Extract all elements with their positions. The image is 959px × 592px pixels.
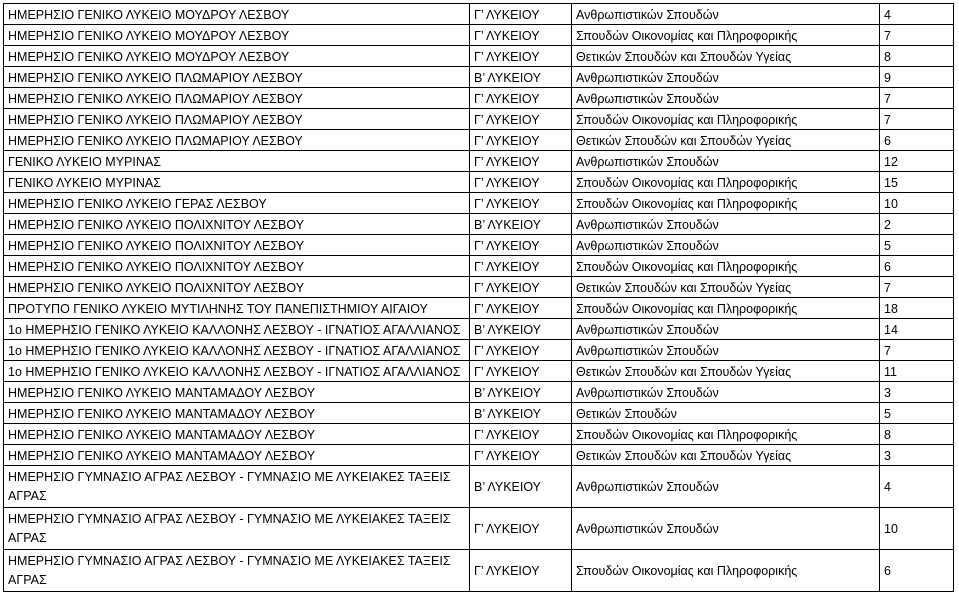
table-row <box>4 46 954 67</box>
track-cell: Σπουδών Οικονομίας και Πληροφορικής <box>572 193 880 214</box>
track-cell: Σπουδών Οικονομίας και Πληροφορικής <box>572 424 880 445</box>
count-cell: 10 <box>880 193 954 214</box>
class-cell: Β’ ΛΥΚΕΙΟΥ <box>470 214 572 235</box>
table-row <box>4 151 954 172</box>
count-cell: 3 <box>880 445 954 466</box>
track-cell: Θετικών Σπουδών και Σπουδών Υγείας <box>572 361 880 382</box>
count-cell: 7 <box>880 340 954 361</box>
school-cell: ΗΜΕΡΗΣΙΟ ΓΕΝΙΚΟ ΛΥΚΕΙΟ ΠΛΩΜΑΡΙΟΥ ΛΕΣΒΟΥ <box>4 130 470 151</box>
track-cell: Σπουδών Οικονομίας και Πληροφορικής <box>572 172 880 193</box>
count-cell: 11 <box>880 361 954 382</box>
school-cell: ΗΜΕΡΗΣΙΟ ΓΕΝΙΚΟ ΛΥΚΕΙΟ ΠΟΛΙΧΝΙΤΟΥ ΛΕΣΒΟΥ <box>4 277 470 298</box>
class-cell: Γ’ ΛΥΚΕΙΟΥ <box>470 424 572 445</box>
track-cell: Σπουδών Οικονομίας και Πληροφορικής <box>572 109 880 130</box>
track-cell: Θετικών Σπουδών και Σπουδών Υγείας <box>572 130 880 151</box>
class-cell: Γ’ ΛΥΚΕΙΟΥ <box>470 109 572 130</box>
school-cell: ΗΜΕΡΗΣΙΟ ΓΕΝΙΚΟ ΛΥΚΕΙΟ ΜΟΥΔΡΟΥ ΛΕΣΒΟΥ <box>4 4 470 25</box>
count-cell: 4 <box>880 466 954 508</box>
class-cell: Γ’ ΛΥΚΕΙΟΥ <box>470 445 572 466</box>
schools-table <box>3 3 954 592</box>
count-cell: 7 <box>880 88 954 109</box>
track-cell: Ανθρωπιστικών Σπουδών <box>572 382 880 403</box>
track-cell: Ανθρωπιστικών Σπουδών <box>572 235 880 256</box>
school-cell: ΗΜΕΡΗΣΙΟ ΓΥΜΝΑΣΙΟ ΑΓΡΑΣ ΛΕΣΒΟΥ - ΓΥΜΝΑΣΙΟ ΜΕ ΛΥΚΕΙΑΚΕΣ ΤΑΞΕΙΣ ΑΓΡΑΣ <box>4 466 470 508</box>
class-cell: Β’ ΛΥΚΕΙΟΥ <box>470 382 572 403</box>
class-cell: Γ’ ΛΥΚΕΙΟΥ <box>470 298 572 319</box>
class-cell: Γ’ ΛΥΚΕΙΟΥ <box>470 193 572 214</box>
count-cell: 18 <box>880 298 954 319</box>
count-cell: 7 <box>880 109 954 130</box>
class-cell: Γ’ ΛΥΚΕΙΟΥ <box>470 130 572 151</box>
class-cell: Β’ ΛΥΚΕΙΟΥ <box>470 319 572 340</box>
school-cell: ΗΜΕΡΗΣΙΟ ΓΕΝΙΚΟ ΛΥΚΕΙΟ ΜΟΥΔΡΟΥ ΛΕΣΒΟΥ <box>4 25 470 46</box>
table-row <box>4 88 954 109</box>
count-cell: 5 <box>880 403 954 424</box>
class-cell: Γ’ ΛΥΚΕΙΟΥ <box>470 277 572 298</box>
class-cell: Γ’ ΛΥΚΕΙΟΥ <box>470 88 572 109</box>
table-row <box>4 172 954 193</box>
school-cell: ΓΕΝΙΚΟ ΛΥΚΕΙΟ ΜΥΡΙΝΑΣ <box>4 172 470 193</box>
class-cell: Γ’ ΛΥΚΕΙΟΥ <box>470 25 572 46</box>
school-cell: ΗΜΕΡΗΣΙΟ ΓΕΝΙΚΟ ΛΥΚΕΙΟ ΓΕΡΑΣ ΛΕΣΒΟΥ <box>4 193 470 214</box>
track-cell: Ανθρωπιστικών Σπουδών <box>572 67 880 88</box>
class-cell: Β’ ΛΥΚΕΙΟΥ <box>470 67 572 88</box>
track-cell: Ανθρωπιστικών Σπουδών <box>572 508 880 550</box>
school-cell: ΗΜΕΡΗΣΙΟ ΓΕΝΙΚΟ ΛΥΚΕΙΟ ΠΟΛΙΧΝΙΤΟΥ ΛΕΣΒΟΥ <box>4 256 470 277</box>
class-cell: Β’ ΛΥΚΕΙΟΥ <box>470 466 572 508</box>
track-cell: Θετικών Σπουδών και Σπουδών Υγείας <box>572 46 880 67</box>
count-cell: 6 <box>880 130 954 151</box>
count-cell: 12 <box>880 151 954 172</box>
table-row <box>4 340 954 361</box>
table-row <box>4 4 954 25</box>
table-row <box>4 25 954 46</box>
table-row <box>4 319 954 340</box>
table-row <box>4 424 954 445</box>
school-cell: ΗΜΕΡΗΣΙΟ ΓΕΝΙΚΟ ΛΥΚΕΙΟ ΜΑΝΤΑΜΑΔΟΥ ΛΕΣΒΟΥ <box>4 403 470 424</box>
count-cell: 6 <box>880 550 954 592</box>
class-cell: Γ’ ΛΥΚΕΙΟΥ <box>470 151 572 172</box>
class-cell: Γ’ ΛΥΚΕΙΟΥ <box>470 235 572 256</box>
table-body <box>4 4 954 592</box>
track-cell: Θετικών Σπουδών και Σπουδών Υγείας <box>572 277 880 298</box>
school-cell: ΓΕΝΙΚΟ ΛΥΚΕΙΟ ΜΥΡΙΝΑΣ <box>4 151 470 172</box>
school-cell: ΗΜΕΡΗΣΙΟ ΓΥΜΝΑΣΙΟ ΑΓΡΑΣ ΛΕΣΒΟΥ - ΓΥΜΝΑΣΙΟ ΜΕ ΛΥΚΕΙΑΚΕΣ ΤΑΞΕΙΣ ΑΓΡΑΣ <box>4 508 470 550</box>
count-cell: 15 <box>880 172 954 193</box>
table-row <box>4 67 954 88</box>
class-cell: Γ’ ΛΥΚΕΙΟΥ <box>470 46 572 67</box>
class-cell: Γ’ ΛΥΚΕΙΟΥ <box>470 550 572 592</box>
class-cell: Γ’ ΛΥΚΕΙΟΥ <box>470 172 572 193</box>
track-cell: Σπουδών Οικονομίας και Πληροφορικής <box>572 25 880 46</box>
table-row <box>4 550 954 592</box>
track-cell: Ανθρωπιστικών Σπουδών <box>572 151 880 172</box>
track-cell: Σπουδών Οικονομίας και Πληροφορικής <box>572 550 880 592</box>
table-row <box>4 214 954 235</box>
school-cell: ΗΜΕΡΗΣΙΟ ΓΕΝΙΚΟ ΛΥΚΕΙΟ ΠΟΛΙΧΝΙΤΟΥ ΛΕΣΒΟΥ <box>4 214 470 235</box>
count-cell: 8 <box>880 424 954 445</box>
school-cell: ΗΜΕΡΗΣΙΟ ΓΕΝΙΚΟ ΛΥΚΕΙΟ ΜΑΝΤΑΜΑΔΟΥ ΛΕΣΒΟΥ <box>4 382 470 403</box>
class-cell: Γ’ ΛΥΚΕΙΟΥ <box>470 508 572 550</box>
class-cell: Γ’ ΛΥΚΕΙΟΥ <box>470 256 572 277</box>
school-cell: ΠΡΟΤΥΠΟ ΓΕΝΙΚΟ ΛΥΚΕΙΟ ΜΥΤΙΛΗΝΗΣ ΤΟΥ ΠΑΝΕΠΙΣΤΗΜΙΟΥ ΑΙΓΑΙΟΥ <box>4 298 470 319</box>
count-cell: 9 <box>880 67 954 88</box>
school-cell: 1ο ΗΜΕΡΗΣΙΟ ΓΕΝΙΚΟ ΛΥΚΕΙΟ ΚΑΛΛΟΝΗΣ ΛΕΣΒΟΥ - ΙΓΝΑΤΙΟΣ ΑΓΑΛΛΙΑΝΟΣ <box>4 319 470 340</box>
class-cell: Γ’ ΛΥΚΕΙΟΥ <box>470 4 572 25</box>
count-cell: 2 <box>880 214 954 235</box>
count-cell: 14 <box>880 319 954 340</box>
school-cell: ΗΜΕΡΗΣΙΟ ΓΕΝΙΚΟ ΛΥΚΕΙΟ ΠΛΩΜΑΡΙΟΥ ΛΕΣΒΟΥ <box>4 88 470 109</box>
track-cell: Θετικών Σπουδών <box>572 403 880 424</box>
track-cell: Ανθρωπιστικών Σπουδών <box>572 319 880 340</box>
track-cell: Θετικών Σπουδών και Σπουδών Υγείας <box>572 445 880 466</box>
school-cell: ΗΜΕΡΗΣΙΟ ΓΥΜΝΑΣΙΟ ΑΓΡΑΣ ΛΕΣΒΟΥ - ΓΥΜΝΑΣΙΟ ΜΕ ΛΥΚΕΙΑΚΕΣ ΤΑΞΕΙΣ ΑΓΡΑΣ <box>4 550 470 592</box>
count-cell: 6 <box>880 256 954 277</box>
school-cell: ΗΜΕΡΗΣΙΟ ΓΕΝΙΚΟ ΛΥΚΕΙΟ ΠΟΛΙΧΝΙΤΟΥ ΛΕΣΒΟΥ <box>4 235 470 256</box>
track-cell: Σπουδών Οικονομίας και Πληροφορικής <box>572 256 880 277</box>
count-cell: 3 <box>880 382 954 403</box>
school-cell: 1ο ΗΜΕΡΗΣΙΟ ΓΕΝΙΚΟ ΛΥΚΕΙΟ ΚΑΛΛΟΝΗΣ ΛΕΣΒΟΥ - ΙΓΝΑΤΙΟΣ ΑΓΑΛΛΙΑΝΟΣ <box>4 340 470 361</box>
track-cell: Ανθρωπιστικών Σπουδών <box>572 466 880 508</box>
class-cell: Γ’ ΛΥΚΕΙΟΥ <box>470 361 572 382</box>
table-row <box>4 382 954 403</box>
table-row <box>4 235 954 256</box>
track-cell: Ανθρωπιστικών Σπουδών <box>572 340 880 361</box>
track-cell: Ανθρωπιστικών Σπουδών <box>572 88 880 109</box>
count-cell: 7 <box>880 25 954 46</box>
table-row <box>4 445 954 466</box>
table-row <box>4 298 954 319</box>
school-cell: ΗΜΕΡΗΣΙΟ ΓΕΝΙΚΟ ΛΥΚΕΙΟ ΠΛΩΜΑΡΙΟΥ ΛΕΣΒΟΥ <box>4 67 470 88</box>
table-row <box>4 277 954 298</box>
track-cell: Ανθρωπιστικών Σπουδών <box>572 4 880 25</box>
table-row <box>4 193 954 214</box>
track-cell: Σπουδών Οικονομίας και Πληροφορικής <box>572 298 880 319</box>
school-cell: ΗΜΕΡΗΣΙΟ ΓΕΝΙΚΟ ΛΥΚΕΙΟ ΠΛΩΜΑΡΙΟΥ ΛΕΣΒΟΥ <box>4 109 470 130</box>
count-cell: 7 <box>880 277 954 298</box>
school-cell: ΗΜΕΡΗΣΙΟ ΓΕΝΙΚΟ ΛΥΚΕΙΟ ΜΟΥΔΡΟΥ ΛΕΣΒΟΥ <box>4 46 470 67</box>
track-cell: Ανθρωπιστικών Σπουδών <box>572 214 880 235</box>
class-cell: Γ’ ΛΥΚΕΙΟΥ <box>470 340 572 361</box>
class-cell: Β’ ΛΥΚΕΙΟΥ <box>470 403 572 424</box>
document-sheet <box>3 3 954 592</box>
count-cell: 8 <box>880 46 954 67</box>
school-cell: ΗΜΕΡΗΣΙΟ ΓΕΝΙΚΟ ΛΥΚΕΙΟ ΜΑΝΤΑΜΑΔΟΥ ΛΕΣΒΟΥ <box>4 424 470 445</box>
table-row <box>4 466 954 508</box>
count-cell: 4 <box>880 4 954 25</box>
table-row <box>4 256 954 277</box>
school-cell: ΗΜΕΡΗΣΙΟ ΓΕΝΙΚΟ ΛΥΚΕΙΟ ΜΑΝΤΑΜΑΔΟΥ ΛΕΣΒΟΥ <box>4 445 470 466</box>
count-cell: 5 <box>880 235 954 256</box>
table-row <box>4 361 954 382</box>
count-cell: 10 <box>880 508 954 550</box>
table-row <box>4 508 954 550</box>
table-row <box>4 403 954 424</box>
table-row <box>4 109 954 130</box>
table-row <box>4 130 954 151</box>
school-cell: 1ο ΗΜΕΡΗΣΙΟ ΓΕΝΙΚΟ ΛΥΚΕΙΟ ΚΑΛΛΟΝΗΣ ΛΕΣΒΟΥ - ΙΓΝΑΤΙΟΣ ΑΓΑΛΛΙΑΝΟΣ <box>4 361 470 382</box>
